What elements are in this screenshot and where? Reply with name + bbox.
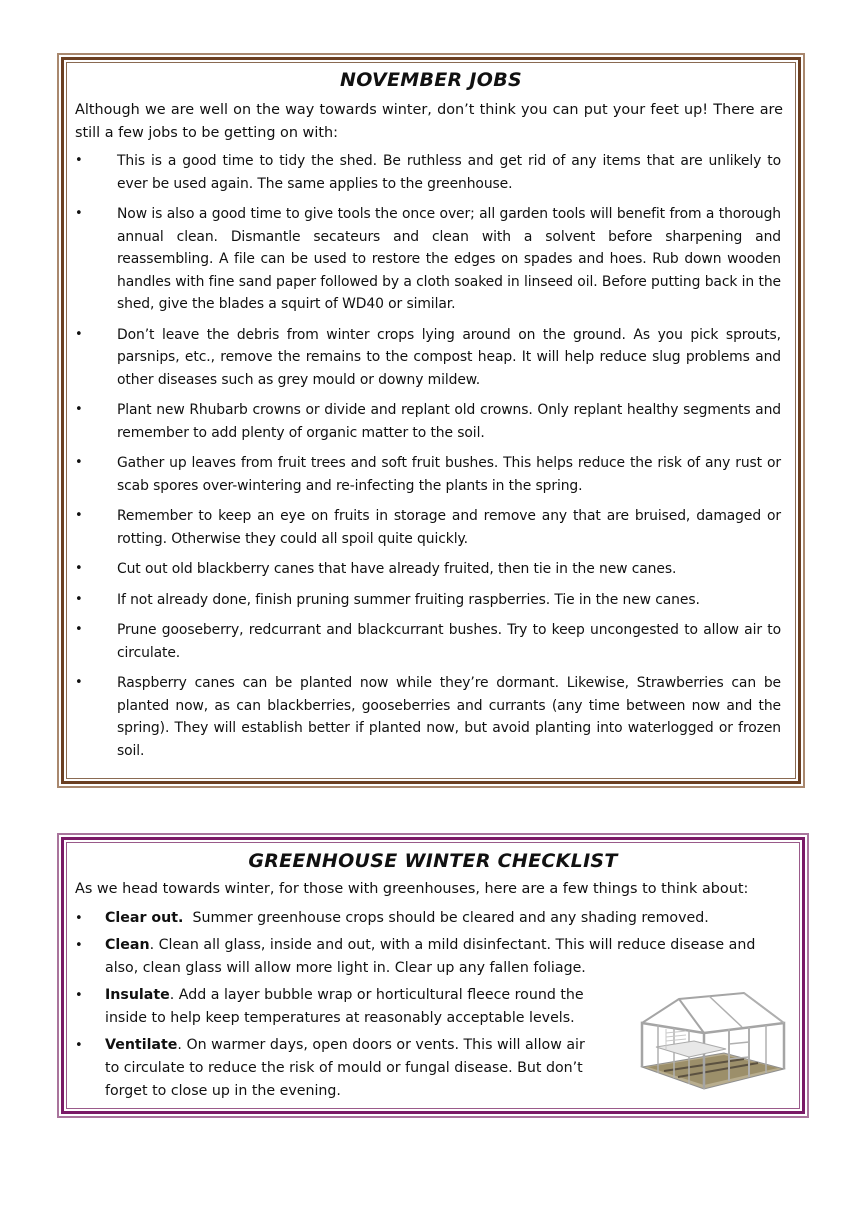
greenhouse-checklist-title: GREENHOUSE WINTER CHECKLIST: [248, 850, 618, 872]
item-keyword: Clear out.: [105, 909, 184, 926]
bullet-icon: •: [75, 937, 83, 953]
list-item: • Cut out old blackberry canes that have already fruited, then tie in the new canes.: [75, 558, 781, 581]
bullet-icon: •: [75, 326, 83, 342]
list-item: • Gather up leaves from fruit trees and soft fruit bushes. This helps reduce the risk of any rust or scab spores over-wintering and re-infecting the plants in the spring.: [75, 452, 781, 497]
november-jobs-intro: Although we are well on the way towards winter, don’t think you can put your feet up! There are still a few jobs to be getting on with:: [75, 102, 783, 141]
list-item: • Clear out. Summer greenhouse crops should be cleared and any shading removed.: [75, 907, 787, 930]
list-item: • Plant new Rhubarb crowns or divide and replant old crowns. Only replant healthy segments and remember to add plenty of organic matter to the soil.: [75, 399, 781, 444]
greenhouse-image: [634, 989, 789, 1094]
bullet-icon: •: [75, 402, 83, 417]
bullet-icon: •: [75, 561, 83, 576]
bullet-icon: •: [75, 206, 83, 221]
bullet-icon: •: [75, 508, 83, 523]
list-item: • Remember to keep an eye on fruits in storage and remove any that are bruised, damaged or rotting. Otherwise they could all spoil quite quickly.: [75, 505, 781, 550]
list-item: • Don’t leave the debris from winter crops lying around on the ground. As you pick sprouts, parsnips, etc., remove the remains to the compost heap. It will help reduce slug problems and other diseases such as grey mould or downy mildew.: [75, 324, 781, 392]
list-item: • This is a good time to tidy the shed. Be ruthless and get rid of any items that are unlikely to ever be used again. The same applies to the greenhouse.: [75, 150, 781, 195]
november-jobs-title: NOVEMBER JOBS: [340, 69, 522, 91]
list-item: • Insulate. Add a layer bubble wrap or horticultural fleece round the inside to help keep temperatures at reasonably acceptable levels.: [75, 984, 597, 1030]
bullet-icon: •: [75, 910, 83, 926]
list-item: • If not already done, finish pruning summer fruiting raspberries. Tie in the new canes.: [75, 589, 781, 612]
bullet-icon: •: [75, 153, 83, 168]
bullet-icon: •: [75, 591, 83, 607]
november-jobs-list: [75, 150, 781, 762]
list-item: • Ventilate. On warmer days, open doors or vents. This will allow air to circulate to reduce the risk of mould or fungal disease. But don’t forget to close up in the evening.: [75, 1034, 597, 1103]
item-keyword: Ventilate: [105, 1036, 178, 1053]
bullet-icon: •: [75, 622, 83, 637]
list-item: • Clean. Clean all glass, inside and out, with a mild disinfectant. This will reduce disease and also, clean glass will allow more light in. Clear up any fallen foliage.: [75, 934, 787, 980]
greenhouse-checklist-intro: As we head towards winter, for those with greenhouses, here are a few things to think about:: [75, 881, 749, 897]
november-jobs-box: [57, 53, 805, 788]
list-item: • Prune gooseberry, redcurrant and blackcurrant bushes. Try to keep uncongested to allow air to circulate.: [75, 619, 781, 664]
list-item: • Now is also a good time to give tools the once over; all garden tools will benefit from a thorough annual clean. Dismantle secateurs and clean with a solvent before sharpening and reassembling. A file can be used to restore the edges on spades and hoes. Rub down wooden handles with fine sand paper followed by a cloth soaked in linseed oil. Before putting back in the shed, give the blades a squirt of WD40 or similar.: [75, 203, 781, 316]
bullet-icon: •: [75, 1037, 83, 1053]
greenhouse-checklist-box: [57, 833, 809, 1118]
bullet-icon: •: [75, 675, 83, 690]
list-item: • Raspberry canes can be planted now while they’re dormant. Likewise, Strawberries can be planted now, as can blackberries, gooseberries and currants (any time between now and the spring). They will establish better if planted now, but avoid planting into waterlogged or frozen soil.: [75, 672, 781, 762]
item-keyword: Insulate: [105, 986, 170, 1003]
bullet-icon: •: [75, 455, 83, 470]
bullet-icon: •: [75, 987, 83, 1003]
item-keyword: Clean: [105, 936, 150, 953]
